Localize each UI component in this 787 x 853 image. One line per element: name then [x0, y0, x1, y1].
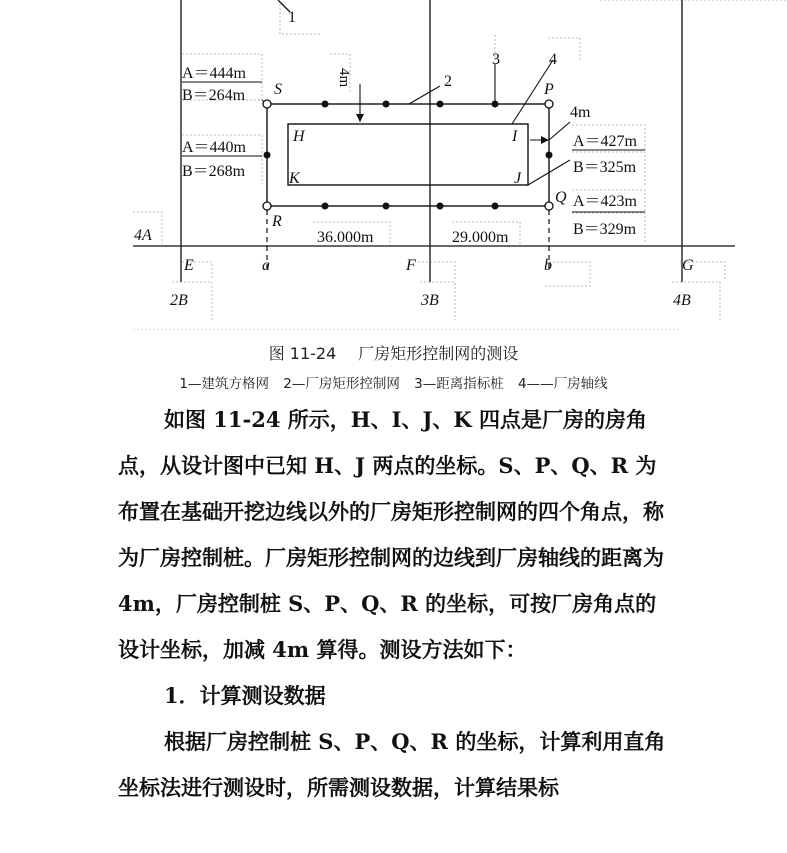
legend-item: 2—厂房矩形控制网 [283, 376, 400, 392]
dist-right: 29.000m [452, 229, 509, 246]
leader-lines [262, 60, 570, 185]
point-J: J [514, 170, 522, 187]
grid-F: F [406, 257, 416, 274]
label-2: 2 [444, 73, 452, 90]
figure-caption [0, 341, 787, 364]
Q-coord-B: B＝329m [573, 221, 637, 238]
grid-3B: 3B [421, 292, 439, 309]
body-text [118, 397, 674, 811]
control-piles [263, 100, 553, 210]
figure-legend [0, 372, 787, 392]
point-I: I [512, 128, 518, 145]
dist-4m-right: 4m [570, 104, 591, 121]
paragraph-1: 如图 11-24 所示，H、I、J、K 四点是厂房的房角点，从设计图中已知 H、J 两点的坐标。S、P、Q、R 为布置在基础开挖边线以外的厂房矩形控制网的四个角点，称为厂房控制桩。厂房矩形控制网的边线到厂房轴线的距离为 4m，厂房控制桩 S、P、Q、R 的坐标，可按厂房角点的设计坐标，加减 4m 算得。测设方法如下： [118, 407, 664, 662]
I-coord-A: A＝427m [573, 133, 638, 150]
grid-4A: 4A [134, 227, 152, 244]
caption-title: 厂房矩形控制网的测设 [358, 344, 519, 363]
axis-a: a [262, 257, 270, 274]
section-heading: 1．计算测设数据 [164, 683, 326, 708]
point-P: P [544, 81, 554, 98]
grid-G: G [682, 257, 694, 274]
caption-number: 图 11-24 [268, 344, 337, 363]
I-coord-B: B＝325m [573, 159, 637, 176]
point-S: S [274, 81, 282, 98]
S-coord-B: B＝264m [182, 87, 246, 104]
survey-figure [0, 0, 787, 330]
point-Q: Q [555, 189, 567, 206]
point-H: H [293, 128, 305, 145]
dist-4m-top: 4m [336, 68, 352, 88]
S-coord-A: A＝444m [182, 65, 247, 82]
point-R: R [272, 213, 282, 230]
Q-coord-A: A＝423m [573, 193, 638, 210]
paragraph-2: 根据厂房控制桩 S、P、Q、R 的坐标，计算利用直角坐标法进行测设时，所需测设数据，计算结果标 [118, 729, 666, 800]
factory-rectangle [288, 124, 528, 185]
legend-item: 1—建筑方格网 [179, 376, 269, 392]
distance-piles [264, 101, 553, 210]
axis-b: b [544, 257, 552, 274]
arrow-icon [356, 114, 364, 122]
point-K: K [289, 170, 300, 187]
H-coord-B: B＝268m [182, 163, 246, 180]
label-4: 4 [549, 51, 557, 68]
label-1: 1 [288, 9, 296, 26]
label-3: 3 [492, 51, 500, 68]
grid-2B: 2B [170, 292, 188, 309]
grid-E: E [184, 257, 194, 274]
dist-left: 36.000m [317, 229, 374, 246]
H-coord-A: A＝440m [182, 139, 247, 156]
control-rectangle [267, 104, 549, 206]
legend-item: 4——厂房轴线 [518, 376, 608, 392]
arrow-icon [541, 136, 549, 144]
legend-item: 3—距离指标桩 [414, 376, 504, 392]
grid-4B: 4B [673, 292, 691, 309]
